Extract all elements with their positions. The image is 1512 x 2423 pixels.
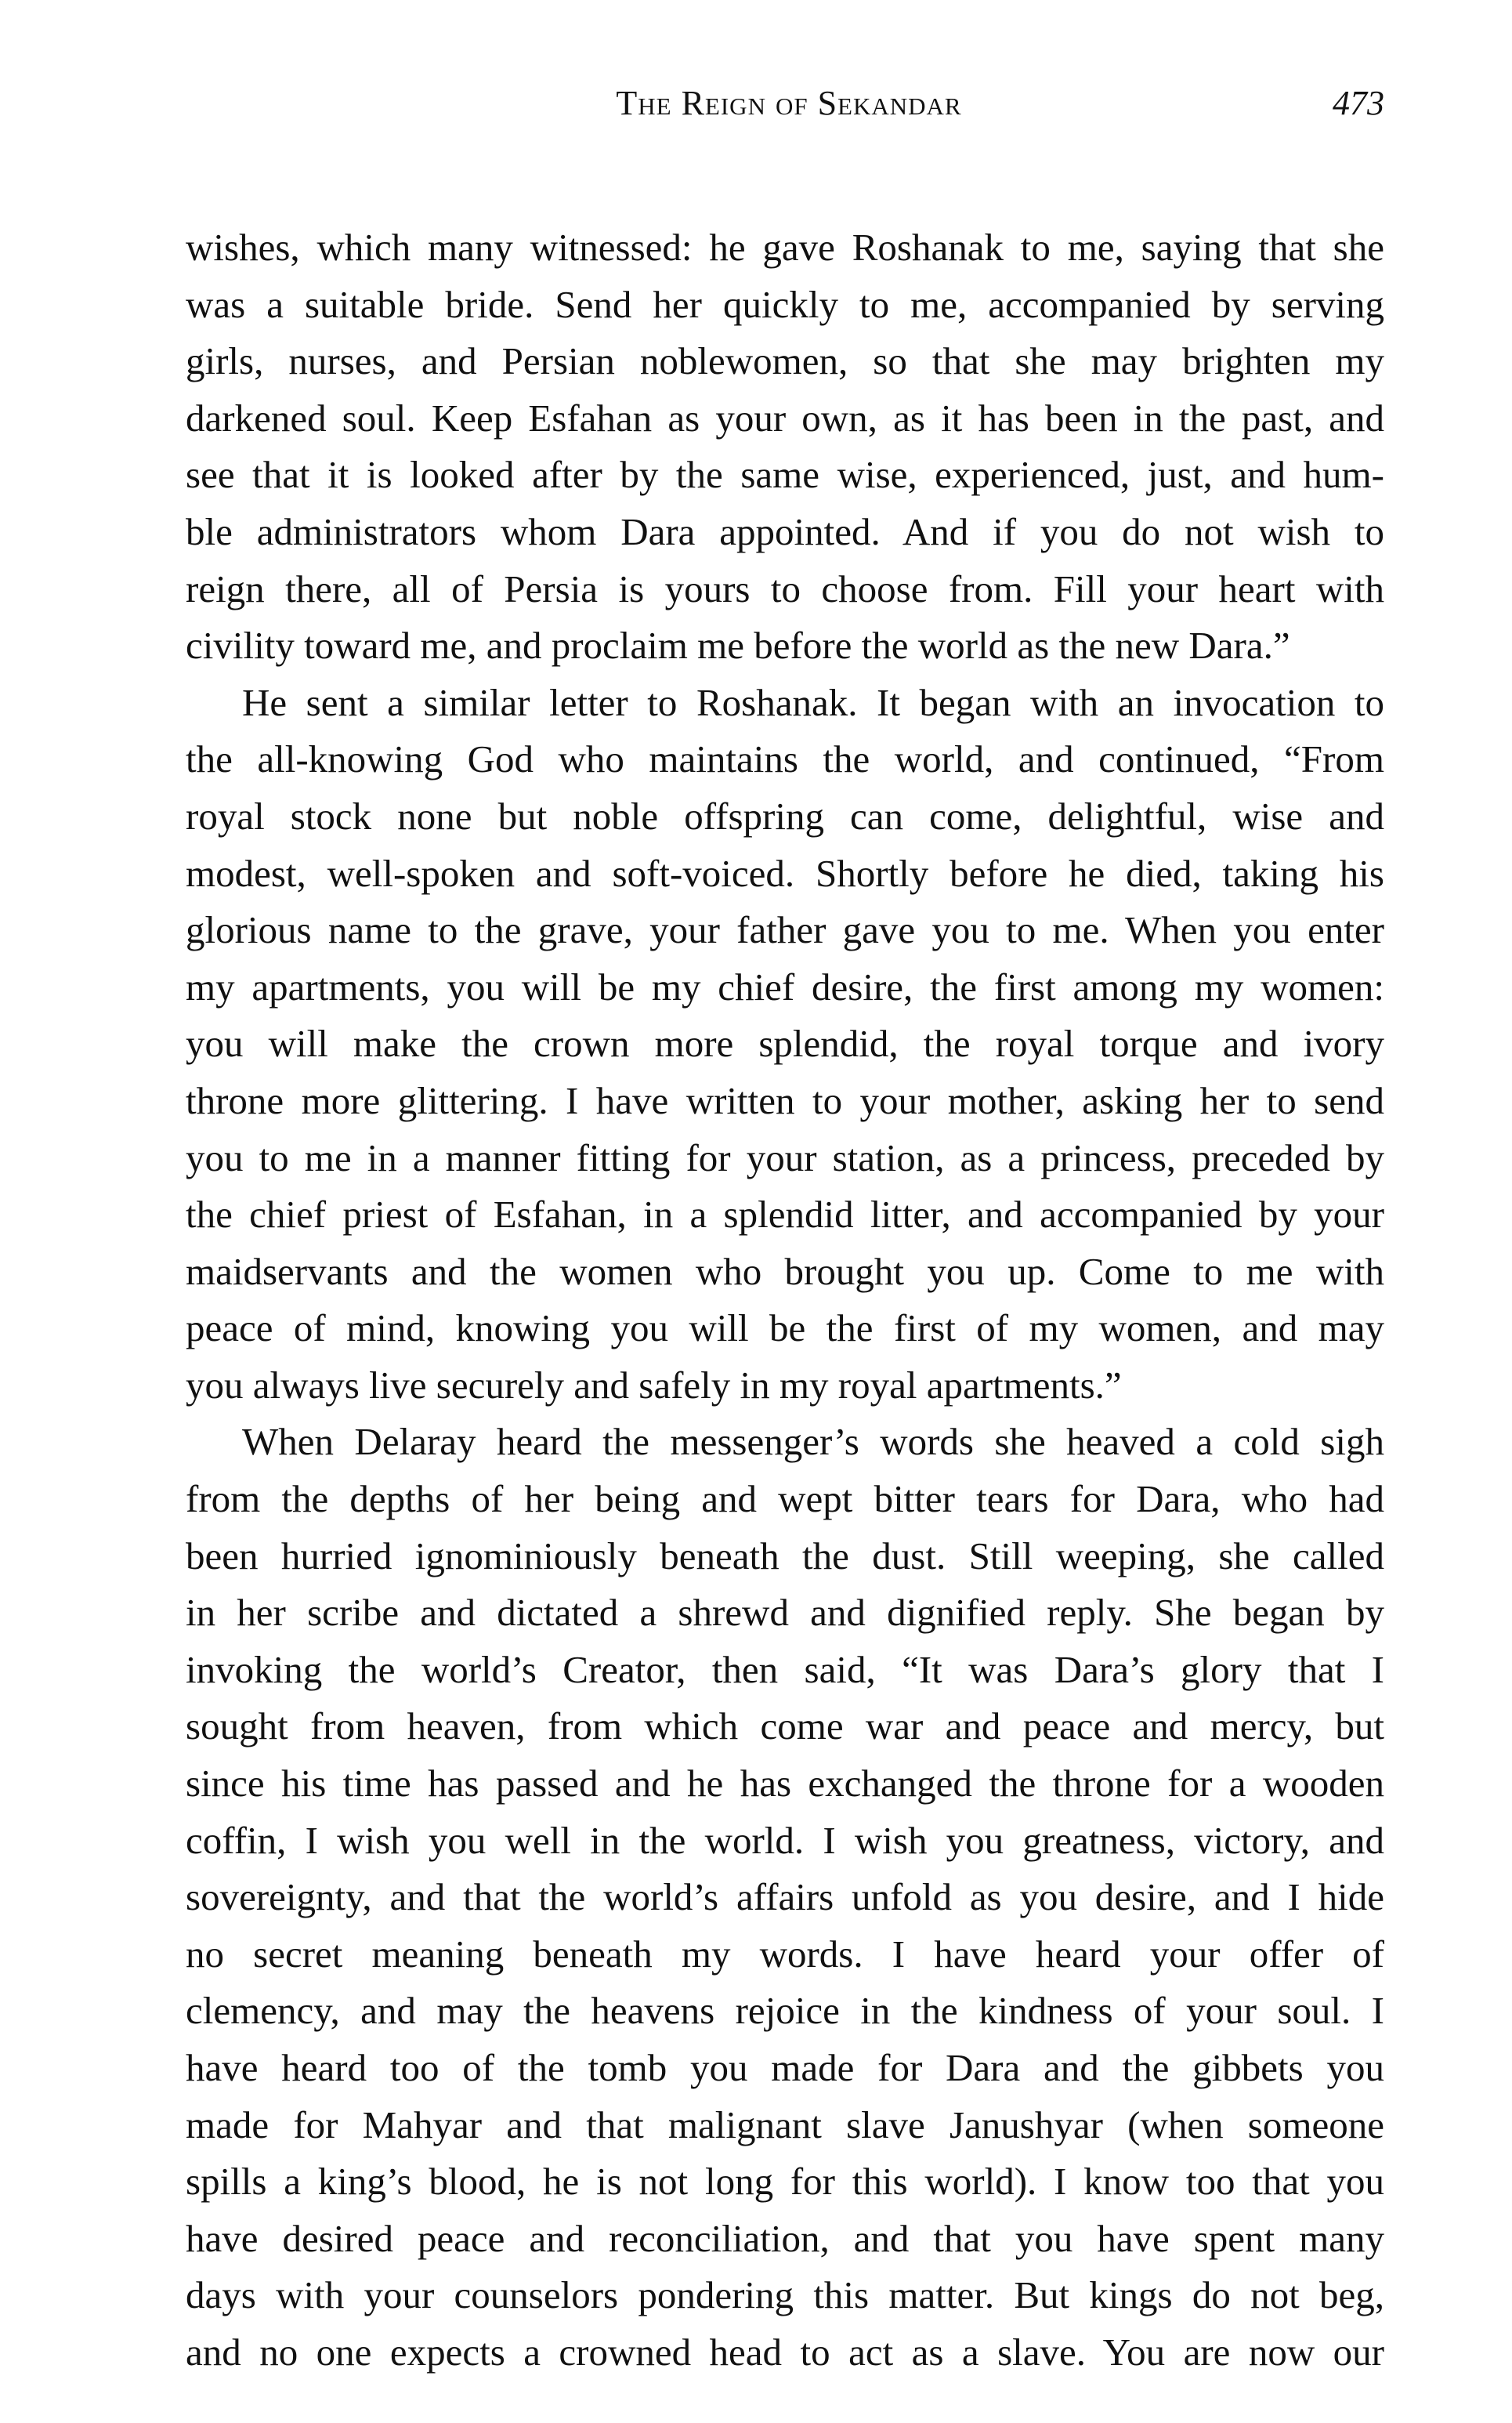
text-line: throne more glittering. I have written to your mother, asking her to send [186, 1078, 1384, 1122]
text-line: since his time has passed and he has exchanged the throne for a wooden [186, 1762, 1384, 1805]
text-line: wishes, which many witnessed: he gave Roshanak to me, saying that she [186, 226, 1384, 269]
text-line: was a suitable bride. Send her quickly to me, accompanied by serving [186, 282, 1384, 326]
text-line: see that it is looked after by the same wise, experienced, just, and hum- [186, 453, 1384, 497]
text-line: civility toward me, and proclaim me before the world as the new Dara.” [186, 624, 1290, 668]
text-line: in her scribe and dictated a shrewd and dignified reply. She began by [186, 1591, 1384, 1635]
body-text [186, 219, 1384, 2381]
text-line: darkened soul. Keep Esfahan as your own, as it has been in the past, and [186, 396, 1384, 440]
running-head [186, 81, 1384, 129]
text-line: the chief priest of Esfahan, in a splendid litter, and accompanied by your [186, 1193, 1384, 1237]
paragraph-first-line: When Delaray heard the messenger’s words she heaved a cold sigh [242, 1420, 1384, 1464]
text-line: from the depths of her being and wept bitter tears for Dara, who had [186, 1477, 1384, 1521]
text-line: ble administrators whom Dara appointed. And if you do not wish to [186, 509, 1384, 553]
text-line: royal stock none but noble offspring can come, delightful, wise and [186, 794, 1384, 838]
text-line: have heard too of the tomb you made for Dara and the gibbets you [186, 2046, 1384, 2089]
text-line: sovereignty, and that the world’s affairs unfold as you desire, and I hide [186, 1875, 1384, 1919]
text-line: you will make the crown more splendid, the royal torque and ivory [186, 1022, 1384, 1066]
text-line: coffin, I wish you well in the world. I wish you greatness, victory, and [186, 1818, 1384, 1862]
text-line: sought from heaven, from which come war and peace and mercy, but [186, 1704, 1384, 1748]
text-line: my apartments, you will be my chief desire, the first among my women: [186, 965, 1384, 1009]
text-line: have desired peace and reconciliation, and that you have spent many [186, 2216, 1384, 2260]
text-line: invoking the world’s Creator, then said, “It was Dara’s glory that I [186, 1647, 1384, 1691]
text-line: no secret meaning beneath my words. I have heard your offer of [186, 1932, 1384, 1976]
text-line: reign there, all of Persia is yours to choose from. Fill your heart with [186, 567, 1384, 610]
text-line: clemency, and may the heavens rejoice in the kindness of your soul. I [186, 1989, 1384, 2033]
text-line: been hurried ignominiously beneath the dust. Still weeping, she called [186, 1534, 1384, 1577]
text-line: modest, well-spoken and soft-voiced. Shortly before he died, taking his [186, 851, 1384, 895]
page-number: 473 [1333, 84, 1384, 122]
text-line: made for Mahyar and that malignant slave Janushyar (when someone [186, 2102, 1384, 2146]
text-line: girls, nurses, and Persian noblewomen, so that she may brighten my [186, 339, 1384, 383]
text-line: glorious name to the grave, your father gave you to me. When you enter [186, 908, 1384, 952]
text-line: you always live securely and safely in my royal apartments.” [186, 1363, 1122, 1407]
text-line: maidservants and the women who brought you up. Come to me with [186, 1249, 1384, 1293]
text-line: the all-knowing God who maintains the world, and continued, “From [186, 737, 1384, 781]
paragraph-first-line: He sent a similar letter to Roshanak. It began with an invocation to [242, 680, 1384, 724]
running-title: The Reign of Sekandar [616, 84, 962, 122]
text-line: and no one expects a crowned head to act as a slave. You are now our [186, 2330, 1384, 2374]
text-line: spills a king’s blood, he is not long for this world). I know too that you [186, 2160, 1384, 2204]
text-line: you to me in a manner fitting for your station, as a princess, preceded by [186, 1135, 1384, 1179]
text-line: peace of mind, knowing you will be the first of my women, and may [186, 1306, 1384, 1350]
text-line: days with your counselors pondering this matter. But kings do not beg, [186, 2273, 1384, 2317]
